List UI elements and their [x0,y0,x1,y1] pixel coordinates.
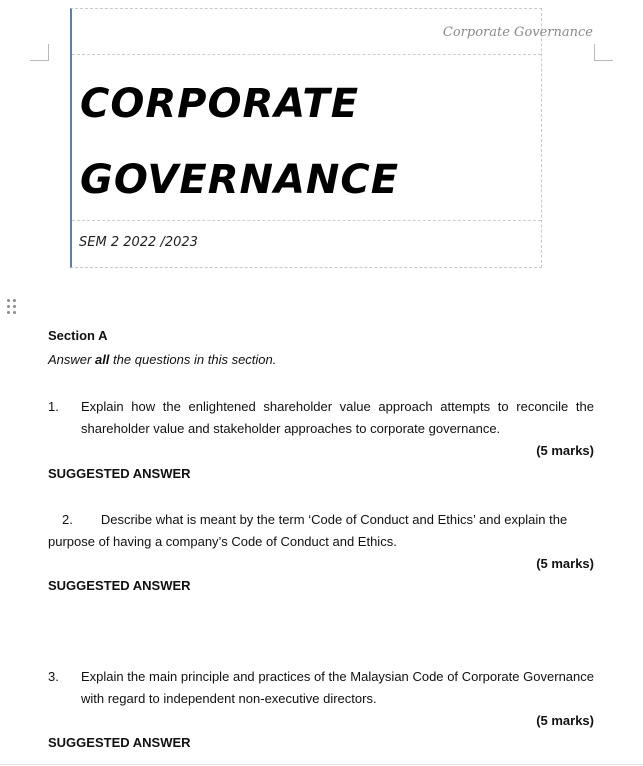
subtitle-divider [72,220,541,221]
cover-title-line-1: CORPORATE [80,81,360,127]
question-2-marks: (5 marks) [536,556,594,571]
cover-title-line-2: GOVERNANCE [80,157,400,203]
question-number: 3. [48,669,59,684]
page-bottom-edge [0,764,643,765]
question-1-marks: (5 marks) [536,443,594,458]
question-text: Explain the main principle and practices of the Malaysian Code of Corporate Governance with regard to independent non-executive directors. [81,669,594,706]
running-header: Corporate Governance [442,25,593,40]
question-1-answer-label: SUGGESTED ANSWER [48,466,191,481]
question-number: 2. [62,512,73,527]
header-divider [72,54,541,55]
question-3 [48,666,594,710]
question-3-marks: (5 marks) [536,713,594,728]
question-3-answer-label: SUGGESTED ANSWER [48,735,191,750]
drag-handle-icon[interactable] [7,299,17,319]
question-2-answer-label: SUGGESTED ANSWER [48,578,191,593]
cover-block [70,8,593,268]
section-instruction: Answer all the questions in this section. [48,352,277,367]
question-number: 1. [48,399,59,414]
question-1 [48,396,594,440]
question-2 [48,509,594,553]
crop-mark-top-right [594,44,613,61]
crop-mark-top-left [30,44,49,61]
question-text: 2. Describe what is meant by the term ‘Code of Conduct and Ethics’ and explain the purpose of having a company’s Code of Conduct and Ethics. [48,512,568,549]
semester-label: SEM 2 2022 /2023 [79,235,198,250]
section-heading: Section A [48,328,108,343]
question-text: Explain how the enlightened shareholder value approach attempts to reconcile the shareholder value and stakeholder approaches to corporate governance. [81,399,594,436]
